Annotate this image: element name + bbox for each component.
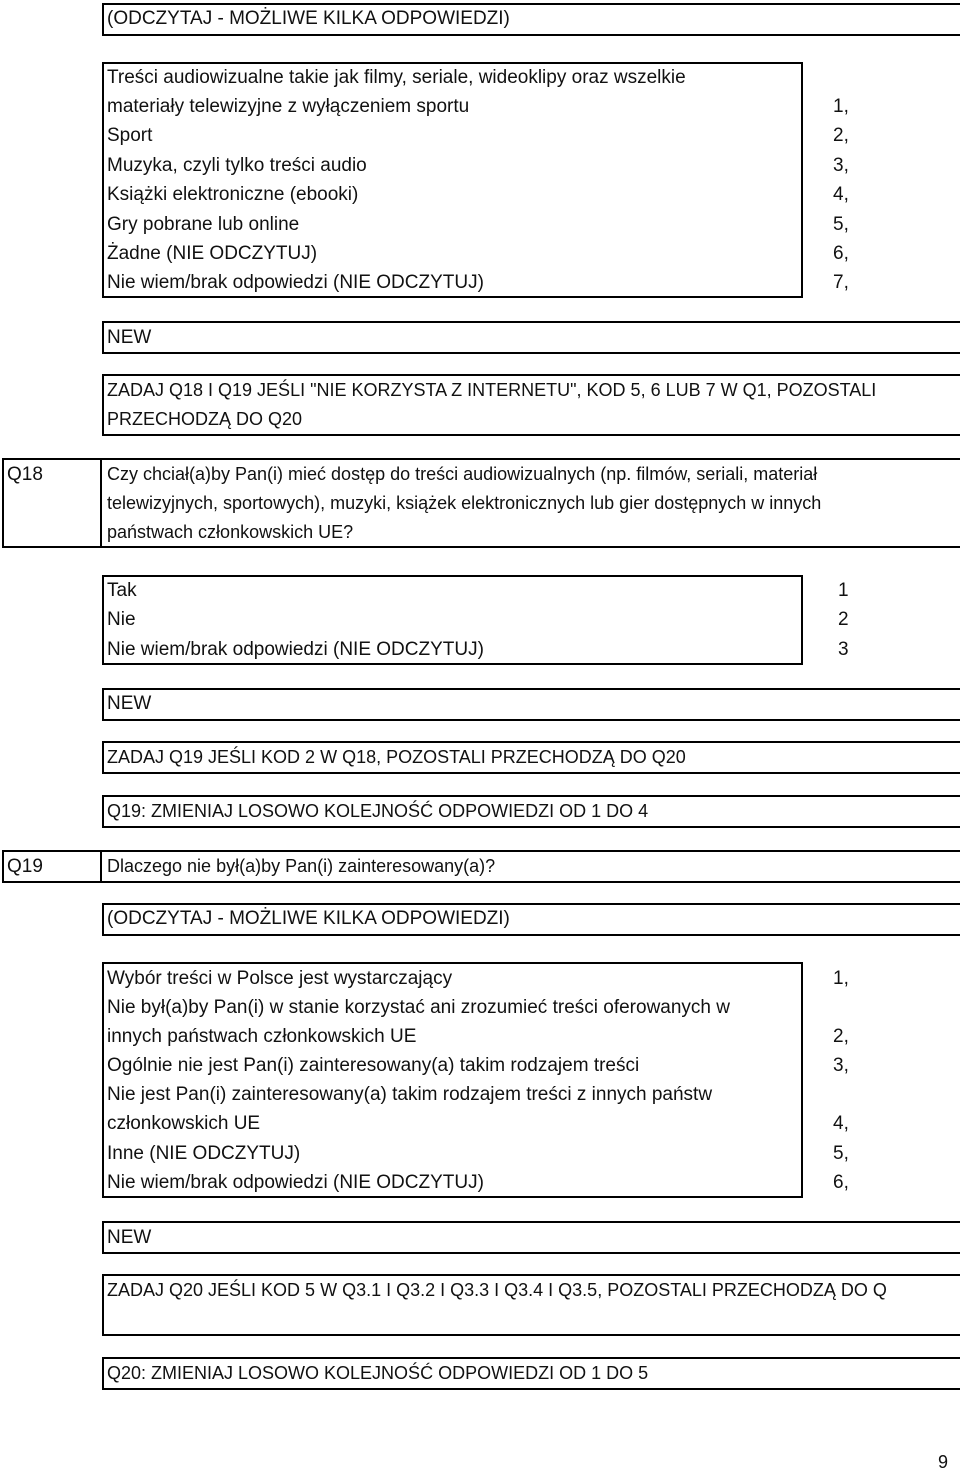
rotate-q19: Q19: ZMIENIAJ LOSOWO KOLEJNOŚĆ ODPOWIEDZI OD 1 DO 4	[107, 801, 649, 821]
top-instruction: (ODCZYTAJ - MOŻLIWE KILKA ODPOWIEDZI)	[107, 8, 510, 29]
q17-option-3: Muzyka, czyli tylko treści audio	[107, 155, 367, 176]
q19-option-4-code: 4,	[833, 1113, 849, 1134]
filter-q18-line-1: ZADAJ Q18 I Q19 JEŚLI "NIE KORZYSTA Z INTERNETU", KOD 5, 6 LUB 7 W Q1, POZOSTALI	[107, 380, 877, 400]
q19-option-3-code: 3,	[833, 1055, 849, 1076]
page-number: 9	[937, 1452, 948, 1472]
q19-option-4-line-2: członkowskich UE	[107, 1113, 261, 1134]
filter-q19: ZADAJ Q19 JEŚLI KOD 2 W Q18, POZOSTALI PRZECHODZĄ DO Q20	[107, 747, 686, 767]
q19-option-5-code: 5,	[833, 1143, 849, 1164]
q18-option-3-code: 3	[838, 639, 849, 660]
q17-option-1-line-2: materiały telewizyjne z wyłączeniem sportu	[107, 96, 470, 117]
q19-option-4-line-1: Nie jest Pan(i) zainteresowany(a) takim rodzajem treści z innych państw	[107, 1084, 713, 1105]
q18-label: Q18	[7, 464, 43, 485]
q19-option-2-line-1: Nie był(a)by Pan(i) w stanie korzystać ani zrozumieć treści oferowanych w	[107, 997, 730, 1018]
q17-option-7-code: 7,	[833, 272, 849, 293]
new-label-1: NEW	[107, 327, 152, 348]
q18-option-3: Nie wiem/brak odpowiedzi (NIE ODCZYTUJ)	[107, 639, 484, 660]
q19-option-3: Ogólnie nie jest Pan(i) zainteresowany(a) takim rodzajem treści	[107, 1055, 640, 1076]
q17-option-6-code: 6,	[833, 243, 849, 264]
q19-label: Q19	[7, 856, 43, 877]
q19-text: Dlaczego nie był(a)by Pan(i) zainteresowany(a)?	[107, 856, 496, 876]
q18-option-1-code: 1	[838, 580, 849, 601]
new-box-3	[102, 1221, 960, 1254]
q17-option-5-code: 5,	[833, 214, 849, 235]
q18-text-line-2: telewizyjnych, sportowych), muzyki, książek elektronicznych lub gier dostępnych w innych	[107, 493, 822, 513]
q17-option-6: Żadne (NIE ODCZYTUJ)	[107, 243, 318, 264]
q18-text-line-3: państwach członkowskich UE?	[107, 522, 354, 542]
q17-option-7: Nie wiem/brak odpowiedzi (NIE ODCZYTUJ)	[107, 272, 484, 293]
q17-option-2: Sport	[107, 125, 153, 146]
q17-option-1-code: 1,	[833, 96, 849, 117]
new-box-2	[102, 688, 960, 721]
q17-option-2-code: 2,	[833, 125, 849, 146]
new-label-3: NEW	[107, 1227, 152, 1248]
q19-option-6-code: 6,	[833, 1172, 849, 1193]
q18-option-2-code: 2	[838, 609, 849, 630]
q19-option-1-code: 1,	[833, 968, 849, 989]
q17-option-4: Książki elektroniczne (ebooki)	[107, 184, 359, 205]
new-label-2: NEW	[107, 693, 152, 714]
q19-option-6: Nie wiem/brak odpowiedzi (NIE ODCZYTUJ)	[107, 1172, 484, 1193]
q17-option-5: Gry pobrane lub online	[107, 214, 300, 235]
new-box-1	[102, 321, 960, 354]
q19-option-5: Inne (NIE ODCZYTUJ)	[107, 1143, 301, 1164]
q17-option-4-code: 4,	[833, 184, 849, 205]
q17-option-3-code: 3,	[833, 155, 849, 176]
rotate-q20: Q20: ZMIENIAJ LOSOWO KOLEJNOŚĆ ODPOWIEDZI OD 1 DO 5	[107, 1363, 649, 1383]
q19-option-2-line-2: innych państwach członkowskich UE	[107, 1026, 417, 1047]
q18-option-1: Tak	[107, 580, 137, 601]
q19-option-2-code: 2,	[833, 1026, 849, 1047]
q19-option-1: Wybór treści w Polsce jest wystarczający	[107, 968, 453, 989]
q19-instruction: (ODCZYTAJ - MOŻLIWE KILKA ODPOWIEDZI)	[107, 908, 510, 929]
q18-option-2: Nie	[107, 609, 136, 630]
q18-text-line-1: Czy chciał(a)by Pan(i) mieć dostęp do treści audiowizualnych (np. filmów, seriali, materiał	[107, 464, 818, 484]
q17-option-1-line-1: Treści audiowizualne takie jak filmy, seriale, wideoklipy oraz wszelkie	[107, 67, 686, 88]
filter-q20: ZADAJ Q20 JEŚLI KOD 5 W Q3.1 I Q3.2 I Q3.3 I Q3.4 I Q3.5, POZOSTALI PRZECHODZĄ DO Q	[107, 1280, 887, 1300]
filter-q18-line-2: PRZECHODZĄ DO Q20	[107, 409, 303, 429]
